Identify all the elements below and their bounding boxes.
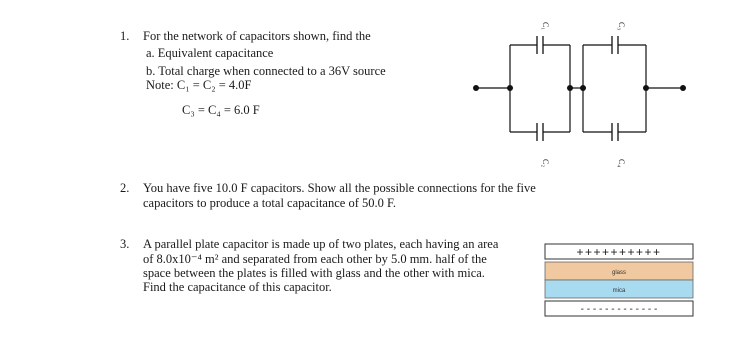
- problem-1-note-1: Note: C₁ = C₂ = 4.0F: [146, 78, 252, 92]
- problem-3-line-2: of 8.0x10⁻⁴ m² and separated from each other by 5.0 mm. half of the: [143, 252, 487, 266]
- problem-2-line-1: You have five 10.0 F capacitors. Show all the possible connections for the five: [143, 181, 536, 195]
- problem-1-intro: For the network of capacitors shown, find the: [143, 29, 371, 43]
- label-c4: C₄: [617, 159, 626, 168]
- problem-3-line-3: space between the plates is filled with glass and the other with mica.: [143, 266, 485, 280]
- mica-label: mica: [612, 288, 626, 294]
- problem-2-number: 2.: [120, 181, 130, 195]
- label-c3: C₃: [617, 22, 626, 31]
- problem-2-line-2: capacitors to produce a total capacitance of 50.0 F.: [143, 196, 397, 210]
- problem-1-part-a: a. Equivalent capacitance: [146, 46, 274, 60]
- problem-1-note-2: C₃ = C₄ = 6.0 F: [182, 103, 260, 117]
- top-plate-charges: ++++++++++: [576, 245, 662, 259]
- problem-1-number: 1.: [120, 29, 130, 43]
- problem-3-line-4: Find the capacitance of this capacitor.: [143, 280, 332, 294]
- problem-3-line-1: A parallel plate capacitor is made up of two plates, each having an area: [143, 237, 499, 251]
- bottom-plate-charges: - - - - - - - - - - - - -: [580, 304, 658, 315]
- problem-3-number: 3.: [120, 237, 130, 251]
- problem-1-part-b: b. Total charge when connected to a 36V source: [146, 64, 386, 78]
- label-c1: C₁: [541, 22, 550, 31]
- glass-label: glass: [611, 270, 627, 276]
- label-c2: C₂: [541, 159, 550, 168]
